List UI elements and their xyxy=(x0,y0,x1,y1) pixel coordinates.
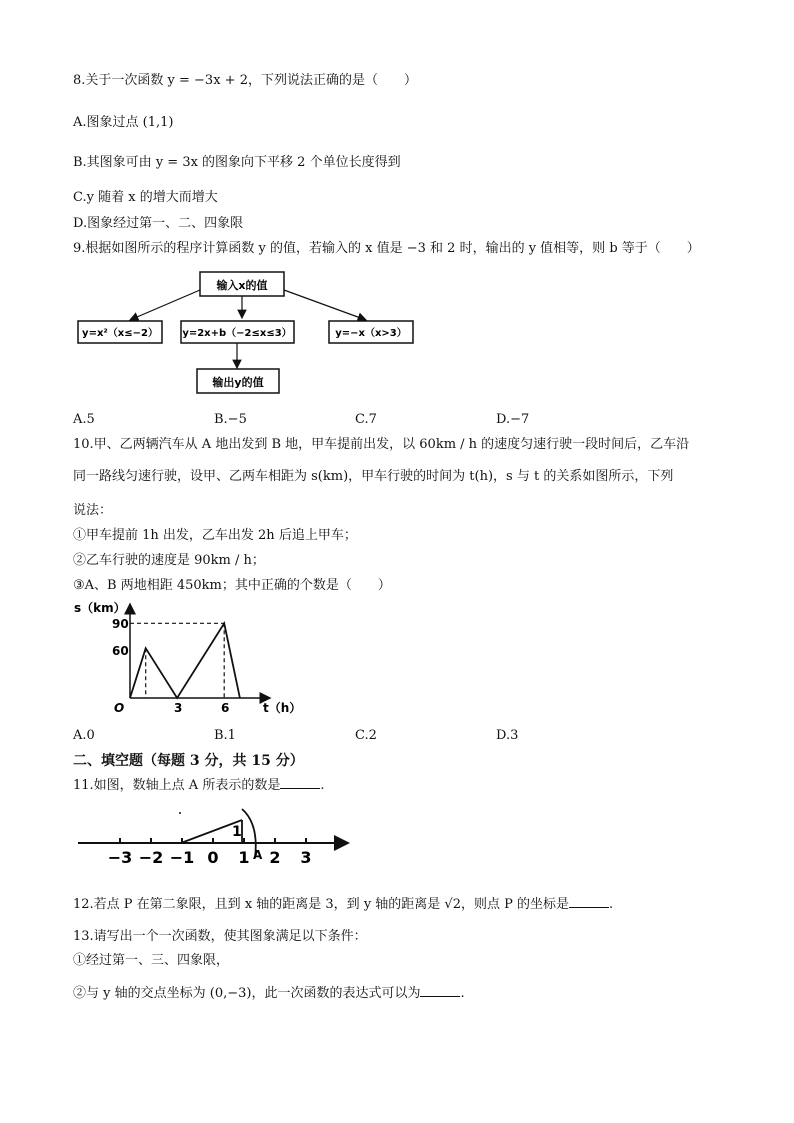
q13-answer-blank[interactable] xyxy=(420,984,460,997)
q9-option-b: B.−5 xyxy=(214,412,247,427)
q10-statement-2: ②乙车行驶的速度是 90km / h； xyxy=(73,553,265,568)
q11-stem: 11.如图，数轴上点 A 所表示的数是 xyxy=(73,778,281,793)
flow-arrow-left xyxy=(130,290,200,320)
x-tick-3: 3 xyxy=(174,701,183,715)
q11-answer-blank[interactable] xyxy=(280,776,320,789)
q8-option-b: B.其图象可由 y = 3x 的图象向下平移 2 个单位长度得到 xyxy=(73,155,401,170)
q13-cond1: ①经过第一、三、四象限， xyxy=(73,953,230,968)
flow-output-text: 输出y的值 xyxy=(212,376,264,389)
q10-option-b: B.1 xyxy=(214,728,236,743)
number-line-label: −1 xyxy=(169,848,195,867)
q13-cond2: ②与 y 轴的交点坐标为 (0,−3)，此一次函数的表达式可以为 xyxy=(73,986,421,1001)
number-line-label: 1 xyxy=(238,848,250,867)
q10-stem-line1: 10.甲、乙两辆汽车从 A 地出发到 B 地，甲车提前出发，以 60km / h 的速度匀速行驶一段时间后，乙车沿 xyxy=(73,437,690,452)
y-axis-label: s（km） xyxy=(74,601,126,615)
triangle-height-label: 1 xyxy=(232,824,242,840)
q12-answer-blank[interactable] xyxy=(569,895,609,908)
q12-tail: . xyxy=(609,897,614,912)
small-dot xyxy=(179,812,181,814)
q12-stem: 12.若点 P 在第二象限，且到 x 轴的距离是 3，到 y 轴的距离是 √2，则点 P 的坐标是 xyxy=(73,897,569,912)
q11-stem-row xyxy=(73,776,324,795)
q8-stem: 8.关于一次函数 y = −3x + 2，下列说法正确的是（ ） xyxy=(73,73,417,88)
flow-left-text: y=x²（x≤−2） xyxy=(82,328,158,339)
q10-statement-1: ①甲车提前 1h 出发，乙车出发 2h 后追上甲车； xyxy=(73,528,357,543)
x-axis-label: t（h） xyxy=(263,701,302,715)
point-a-label: A xyxy=(253,848,263,862)
number-line-label: 2 xyxy=(269,848,281,867)
flow-middle-text: y=2x+b（−2≤x≤3） xyxy=(182,328,292,339)
flow-right-text: y=−x（x>3） xyxy=(335,328,407,339)
section-title: 二、填空题（每题 3 分，共 15 分） xyxy=(73,753,304,769)
q13-cond2-row xyxy=(73,984,465,1003)
q10-stem-line3: 说法： xyxy=(73,503,113,518)
y-tick-60: 60 xyxy=(112,644,129,658)
q13-stem: 13.请写出一个一次函数，使其图象满足以下条件： xyxy=(73,929,367,944)
q9-option-d: D.−7 xyxy=(496,412,530,427)
q12-stem-row xyxy=(73,895,613,914)
number-line-label: 0 xyxy=(207,848,219,867)
q8-option-d: D.图象经过第一、二、四象限 xyxy=(73,216,244,231)
y-tick-90: 90 xyxy=(112,617,129,631)
q10-option-c: C.2 xyxy=(355,728,377,743)
q9-option-a: A.5 xyxy=(73,412,95,427)
distance-line xyxy=(130,623,240,698)
flow-input-text: 输入x的值 xyxy=(216,279,268,292)
number-line-label: −2 xyxy=(138,848,164,867)
q13-tail: . xyxy=(460,986,465,1001)
q9-flowchart xyxy=(70,268,430,398)
number-line-label: 3 xyxy=(300,848,312,867)
origin-label: O xyxy=(114,701,125,715)
q9-option-c: C.7 xyxy=(355,412,377,427)
q11-number-line xyxy=(72,800,362,872)
q10-graph xyxy=(70,598,310,720)
number-line-label: −3 xyxy=(107,848,133,867)
q11-tail: . xyxy=(320,778,325,793)
q10-option-d: D.3 xyxy=(496,728,519,743)
x-tick-6: 6 xyxy=(221,701,230,715)
q8-option-c: C.y 随着 x 的增大而增大 xyxy=(73,190,218,205)
q10-statement-3: ③A、B 两地相距 450km；其中正确的个数是（ ） xyxy=(73,578,391,593)
q10-option-a: A.0 xyxy=(73,728,95,743)
q8-option-a: A.图象过点 (1,1) xyxy=(73,115,174,130)
q10-stem-line2: 同一路线匀速行驶，设甲、乙两车相距为 s(km)，甲车行驶的时间为 t(h)，s 与 t 的关系如图所示，下列 xyxy=(73,469,674,484)
flow-arrow-right xyxy=(284,290,366,320)
q9-stem: 9.根据如图所示的程序计算函数 y 的值，若输入的 x 值是 −3 和 2 时，输出的 y 值相等，则 b 等于（ ） xyxy=(73,241,700,256)
